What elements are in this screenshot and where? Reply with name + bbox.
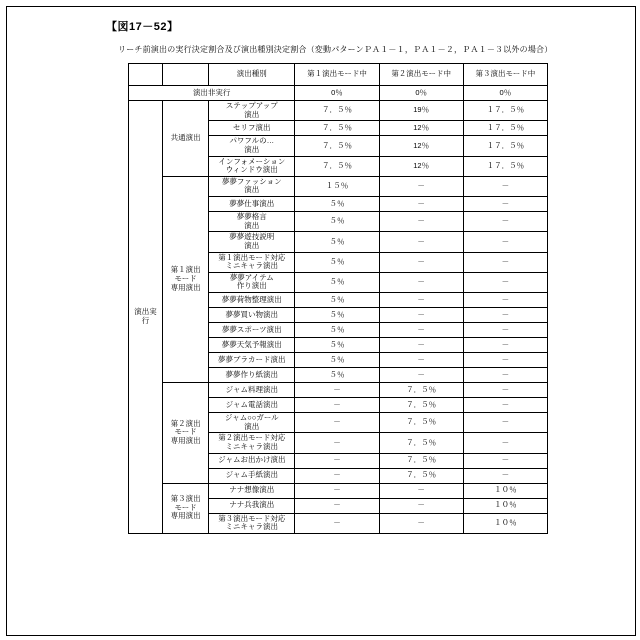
- value-mode-2: 12％: [379, 121, 463, 136]
- value-mode-3: －: [463, 323, 547, 338]
- value-mode-1: ７．５％: [295, 121, 379, 136]
- value-mode-3: －: [463, 398, 547, 413]
- value-mode-3: 0％: [463, 86, 547, 101]
- value-mode-1: 0％: [295, 86, 379, 101]
- header-kind: 演出種別: [209, 64, 295, 86]
- value-mode-3: －: [463, 468, 547, 483]
- value-mode-2: ７．５％: [379, 398, 463, 413]
- value-mode-1: －: [295, 398, 379, 413]
- value-mode-2: ７．５％: [379, 413, 463, 433]
- figure-caption: リーチ前演出の実行決定割合及び演出種別決定割合（変動パターンＰＡ１－１，ＰＡ１－２，ＰＡ１－３以外の場合）: [118, 45, 553, 54]
- kind-label: ジャム○○ガール 演出: [209, 413, 295, 433]
- kind-label: セリフ演出: [209, 121, 295, 136]
- kind-label: ジャム料理演出: [209, 383, 295, 398]
- value-mode-3: １７．５％: [463, 101, 547, 121]
- value-mode-2: －: [379, 197, 463, 212]
- value-mode-2: 12％: [379, 156, 463, 176]
- kind-label: 夢夢アイテム 作り演出: [209, 272, 295, 292]
- value-mode-3: －: [463, 353, 547, 368]
- kind-label: ジャム手紙演出: [209, 468, 295, 483]
- figure-title: 【図17－52】: [106, 21, 179, 33]
- value-mode-1: －: [295, 383, 379, 398]
- kind-label: 夢夢遊技説明 演出: [209, 232, 295, 252]
- value-mode-3: －: [463, 272, 547, 292]
- kind-label: 夢夢ファッション 演出: [209, 176, 295, 196]
- value-mode-3: －: [463, 293, 547, 308]
- kind-label: 夢夢スポーツ演出: [209, 323, 295, 338]
- kind-label: 夢夢ブラカード演出: [209, 353, 295, 368]
- header-mode-1: 第１演出モード中: [295, 64, 379, 86]
- group-subcategory: 第３演出 モード 専用演出: [163, 483, 209, 533]
- value-mode-2: －: [379, 272, 463, 292]
- kind-label: 夢夢作り紙演出: [209, 368, 295, 383]
- group-exec: 演出実行: [129, 101, 163, 534]
- value-mode-3: －: [463, 413, 547, 433]
- value-mode-1: ７．５％: [295, 156, 379, 176]
- value-mode-1: ５％: [295, 272, 379, 292]
- value-mode-2: －: [379, 338, 463, 353]
- value-mode-2: 0％: [379, 86, 463, 101]
- header-blank-1: [129, 64, 163, 86]
- value-mode-1: ５％: [295, 368, 379, 383]
- value-mode-2: －: [379, 176, 463, 196]
- value-mode-3: １７．５％: [463, 156, 547, 176]
- value-mode-3: １０％: [463, 483, 547, 498]
- value-mode-2: －: [379, 498, 463, 513]
- kind-label: ジャム電話演出: [209, 398, 295, 413]
- kind-label: パワフルの… 演出: [209, 136, 295, 156]
- kind-label: 夢夢仕事演出: [209, 197, 295, 212]
- kind-label: 第３演出モード対応 ミニキャラ演出: [209, 513, 295, 533]
- value-mode-1: ５％: [295, 308, 379, 323]
- value-mode-1: ７．５％: [295, 101, 379, 121]
- value-mode-3: －: [463, 383, 547, 398]
- value-mode-3: －: [463, 368, 547, 383]
- value-mode-2: －: [379, 368, 463, 383]
- value-mode-1: ５％: [295, 197, 379, 212]
- kind-label: ジャムお出かけ演出: [209, 453, 295, 468]
- value-mode-2: ７．５％: [379, 383, 463, 398]
- kind-label: ステップアップ 演出: [209, 101, 295, 121]
- value-mode-3: －: [463, 308, 547, 323]
- value-mode-1: －: [295, 413, 379, 433]
- header-mode-3: 第３演出モード中: [463, 64, 547, 86]
- value-mode-1: ５％: [295, 353, 379, 368]
- kind-label: 夢夢荷物整理演出: [209, 293, 295, 308]
- value-mode-3: １０％: [463, 498, 547, 513]
- value-mode-2: －: [379, 513, 463, 533]
- value-mode-1: ５％: [295, 252, 379, 272]
- value-mode-2: －: [379, 353, 463, 368]
- value-mode-3: －: [463, 176, 547, 196]
- value-mode-1: ５％: [295, 212, 379, 232]
- value-mode-1: ５％: [295, 338, 379, 353]
- value-mode-3: －: [463, 453, 547, 468]
- value-mode-3: －: [463, 232, 547, 252]
- table-row: [129, 483, 548, 498]
- value-mode-3: １７．５％: [463, 121, 547, 136]
- kind-label: 夢夢格言 演出: [209, 212, 295, 232]
- kind-label: 第２演出モード対応 ミニキャラ演出: [209, 433, 295, 453]
- value-mode-1: －: [295, 483, 379, 498]
- group-subcategory: 第１演出 モード 専用演出: [163, 176, 209, 382]
- value-mode-2: 19％: [379, 101, 463, 121]
- value-mode-1: ５％: [295, 323, 379, 338]
- value-mode-3: １０％: [463, 513, 547, 533]
- table-header-row: [129, 64, 548, 86]
- value-mode-1: －: [295, 433, 379, 453]
- value-mode-1: －: [295, 453, 379, 468]
- value-mode-1: ５％: [295, 293, 379, 308]
- value-mode-1: －: [295, 513, 379, 533]
- table-row: [129, 176, 548, 196]
- kind-label: インフォメーション ウィンドウ演出: [209, 156, 295, 176]
- value-mode-2: －: [379, 232, 463, 252]
- group-subcategory: 第２演出 モード 専用演出: [163, 383, 209, 484]
- value-mode-1: ５％: [295, 232, 379, 252]
- value-mode-2: －: [379, 252, 463, 272]
- value-mode-1: －: [295, 498, 379, 513]
- value-mode-2: ７．５％: [379, 433, 463, 453]
- value-mode-1: １５％: [295, 176, 379, 196]
- group-no-exec: 演出非実行: [129, 86, 295, 101]
- value-mode-3: －: [463, 197, 547, 212]
- value-mode-3: －: [463, 433, 547, 453]
- value-mode-2: －: [379, 308, 463, 323]
- value-mode-2: ７．５％: [379, 453, 463, 468]
- kind-label: ナナ兵我演出: [209, 498, 295, 513]
- kind-label: 第１演出モード対応 ミニキャラ演出: [209, 252, 295, 272]
- value-mode-1: －: [295, 468, 379, 483]
- value-mode-2: －: [379, 293, 463, 308]
- header-blank-2: [163, 64, 209, 86]
- table-row: [129, 101, 548, 121]
- value-mode-3: －: [463, 212, 547, 232]
- value-mode-3: －: [463, 338, 547, 353]
- value-mode-2: ７．５％: [379, 468, 463, 483]
- value-mode-2: －: [379, 323, 463, 338]
- kind-label: ナナ想像演出: [209, 483, 295, 498]
- table-row: [129, 383, 548, 398]
- table-row: [129, 86, 548, 101]
- value-mode-3: －: [463, 252, 547, 272]
- header-mode-2: 第２演出モード中: [379, 64, 463, 86]
- kind-label: 夢夢買い物演出: [209, 308, 295, 323]
- value-mode-3: １７．５％: [463, 136, 547, 156]
- value-mode-2: 12％: [379, 136, 463, 156]
- data-table: [128, 63, 548, 534]
- value-mode-2: －: [379, 212, 463, 232]
- value-mode-2: －: [379, 483, 463, 498]
- group-subcategory: 共通演出: [163, 101, 209, 177]
- value-mode-1: ７．５％: [295, 136, 379, 156]
- kind-label: 夢夢天気予報演出: [209, 338, 295, 353]
